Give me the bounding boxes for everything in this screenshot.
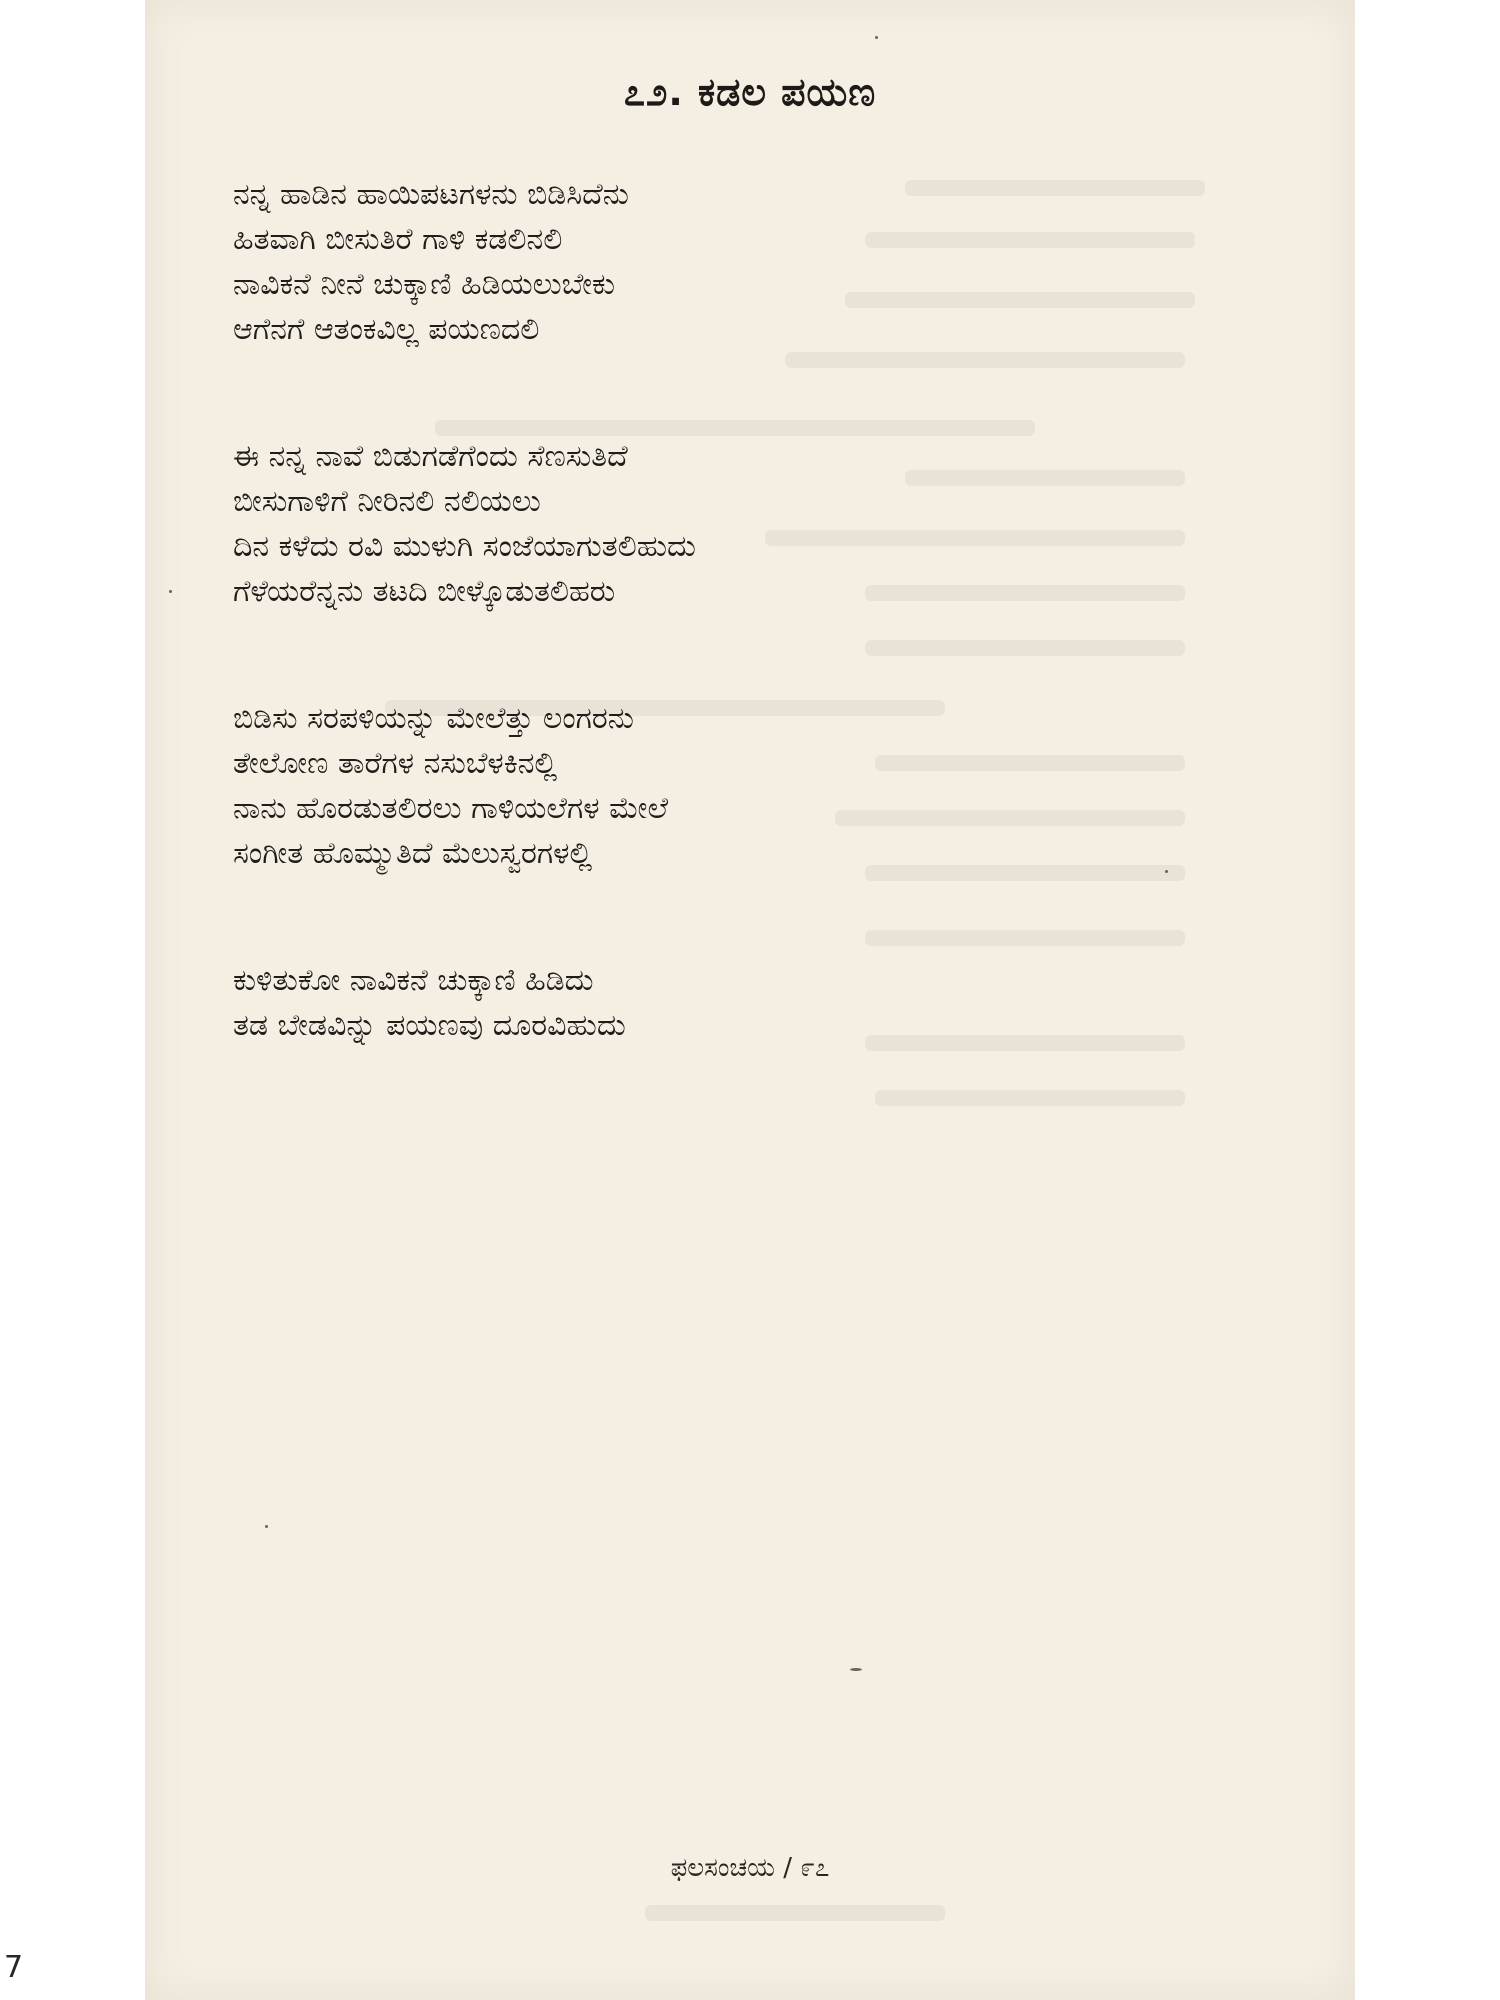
poem-line: ಸಂಗೀತ ಹೊಮ್ಮುತಿದೆ ಮೆಲುಸ್ವರಗಳಲ್ಲಿ	[233, 836, 593, 871]
page-footer: ಫಲಸಂಚಯ / ೯೭	[670, 1853, 830, 1883]
paper-speck	[169, 590, 172, 593]
scan-edge-mark: 7	[4, 1950, 24, 1985]
stanza	[233, 434, 696, 614]
poem-line: ನಾವಿಕನೆ ನೀನೆ ಚುಕ್ಕಾಣಿ ಹಿಡಿಯಲುಬೇಕು	[233, 267, 616, 302]
poem-line: ಗೆಳೆಯರೆನ್ನನು ತಟದಿ ಬೀಳ್ಕೊಡುತಲಿಹರು	[233, 574, 616, 609]
poem-line: ತಡ ಬೇಡವಿನ್ನು ಪಯಣವು ದೂರವಿಹುದು	[233, 1008, 626, 1043]
paper-speck	[850, 1668, 862, 1671]
poem-body	[233, 172, 696, 1130]
poem-line: ನಾನು ಹೊರಡುತಲಿರಲು ಗಾಳಿಯಲೆಗಳ ಮೇಲೆ	[233, 791, 669, 826]
poem-line: ಈ ನನ್ನ ನಾವೆ ಬಿಡುಗಡೆಗೆಂದು ಸೆಣಸುತಿದೆ	[233, 439, 628, 474]
stanza	[233, 958, 696, 1048]
poem-line: ಬಿಡಿಸು ಸರಪಳಿಯನ್ನು ಮೇಲೆತ್ತು ಲಂಗರನು	[233, 701, 634, 736]
poem-line: ಆಗೆನಗೆ ಆತಂಕವಿಲ್ಲ ಪಯಣದಲಿ	[233, 312, 540, 347]
book-page	[145, 0, 1355, 2000]
poem-line: ಬೀಸುಗಾಳಿಗೆ ನೀರಿನಲಿ ನಲಿಯಲು	[233, 484, 541, 519]
stanza	[233, 696, 696, 876]
poem-line: ದಿನ ಕಳೆದು ರವಿ ಮುಳುಗಿ ಸಂಜೆಯಾಗುತಲಿಹುದು	[233, 529, 696, 564]
stanza	[233, 172, 696, 352]
paper-speck	[875, 36, 878, 39]
poem-title: ೭೨. ಕಡಲ ಪಯಣ	[623, 70, 877, 114]
poem-line: ನನ್ನ ಹಾಡಿನ ಹಾಯಿಪಟಗಳನು ಬಿಡಿಸಿದೆನು	[233, 177, 629, 212]
paper-speck	[1165, 870, 1168, 873]
poem-line: ಹಿತವಾಗಿ ಬೀಸುತಿರೆ ಗಾಳಿ ಕಡಲಿನಲಿ	[233, 222, 563, 257]
poem-line: ಕುಳಿತುಕೋ ನಾವಿಕನೆ ಚುಕ್ಕಾಣಿ ಹಿಡಿದು	[233, 963, 594, 998]
poem-line: ತೇಲೋಣ ತಾರೆಗಳ ನಸುಬೆಳಕಿನಲ್ಲಿ	[233, 746, 558, 781]
paper-speck	[265, 1525, 268, 1528]
